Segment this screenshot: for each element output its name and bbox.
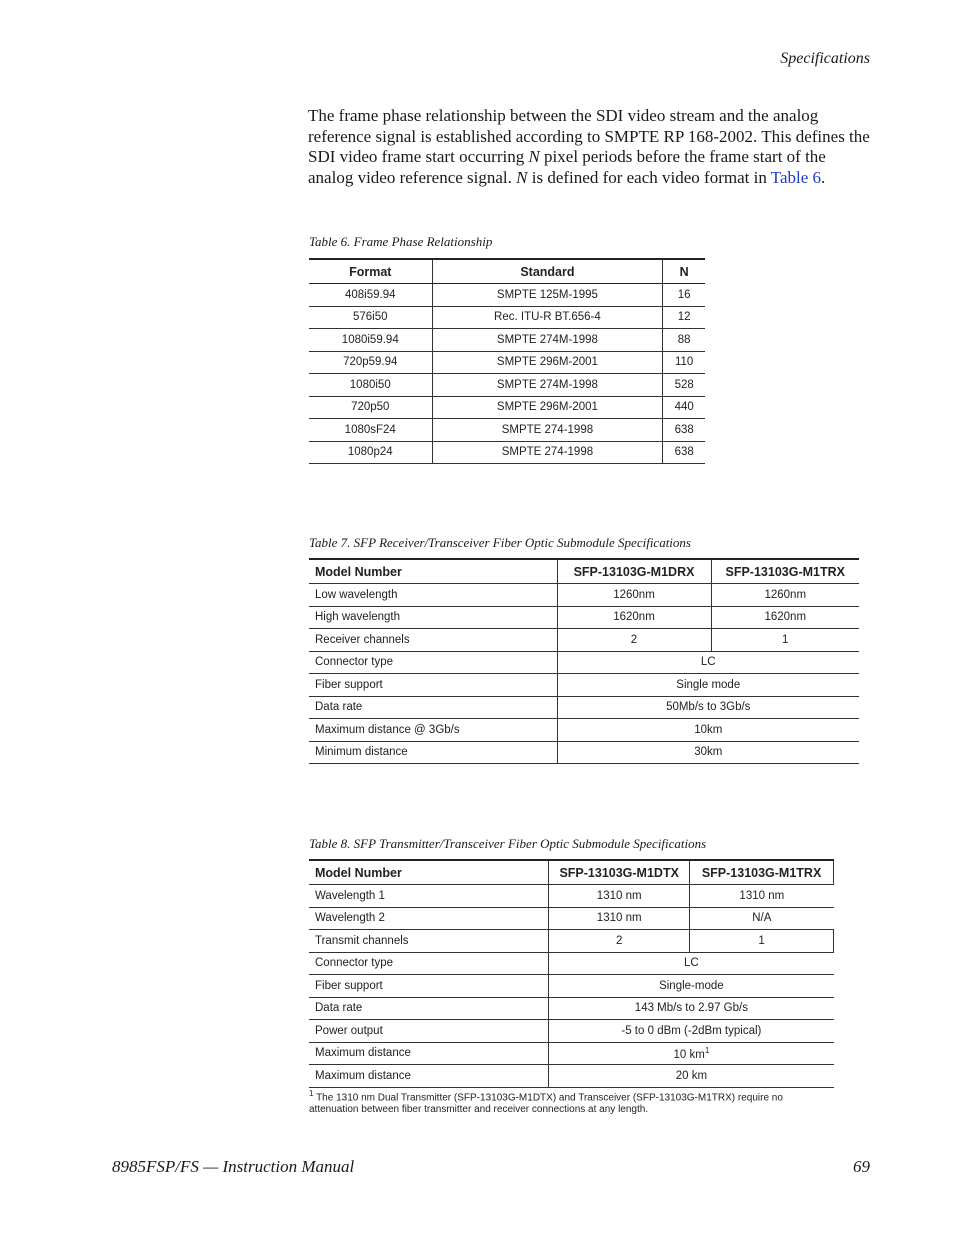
table-cell: 1080sF24 [309,419,432,442]
cell-value: 1620nm [711,606,859,629]
cell-value: N/A [690,907,834,930]
table-header: SFP-13103G-M1DTX [549,860,690,885]
table-cell: 528 [663,374,705,397]
table-header: N [663,259,705,284]
cell-label: High wavelength [309,606,557,629]
table-cell: 12 [663,306,705,329]
table-row [309,374,705,397]
table-row [309,606,859,629]
cell-label: Fiber support [309,674,557,697]
cell-label: Connector type [309,651,557,674]
table-cell: SMPTE 274-1998 [432,441,663,464]
cell-label: Transmit channels [309,930,549,953]
cell-label: Data rate [309,696,557,719]
table-row [309,997,834,1020]
table-row [309,930,834,953]
table-row [309,696,859,719]
cell-label: Connector type [309,952,549,975]
table-cell: 440 [663,396,705,419]
table-cell: SMPTE 274-1998 [432,419,663,442]
table-header: Model Number [309,860,549,885]
cell-label: Fiber support [309,975,549,998]
table-cell: 110 [663,351,705,374]
table-header: Format [309,259,432,284]
cell-label: Receiver channels [309,629,557,652]
table-row [309,1020,834,1043]
table-cell: 638 [663,441,705,464]
cell-label: Wavelength 1 [309,885,549,908]
table-header: SFP-13103G-M1TRX [690,860,834,885]
table-row [309,952,834,975]
table-row [309,741,859,764]
table-row [309,329,705,352]
table-row [309,1042,834,1065]
table-cell: 1080i50 [309,374,432,397]
table6-link[interactable]: Table 6 [770,167,822,187]
frame-phase-table [309,258,705,464]
table8-caption: Table 8. SFP Transmitter/Transceiver Fiber Optic Submodule Specifications [309,836,707,851]
sfp-transmitter-table [309,859,834,1088]
cell-label: Low wavelength [309,584,557,607]
cell-value: 1620nm [557,606,711,629]
cell-value: LC [557,651,859,674]
cell-value: Single mode [557,674,859,697]
table-cell: 1080p24 [309,441,432,464]
table-row [309,719,859,742]
cell-value: 2 [549,930,690,953]
cell-value: 1310 nm [549,885,690,908]
intro-paragraph: The frame phase relationship between the SDI video stream and the analog reference signal is established according to SMPTE RP 168-2002. This defines the SDI video frame start occurring N pixel periods before the frame start of the analog video reference signal. N is defined for each video format in Table 6. [308,106,870,187]
cell-value: 20 km [549,1065,834,1088]
cell-value: 1 [690,930,834,953]
table-row [309,306,705,329]
cell-value: Single-mode [549,975,834,998]
table-cell: 88 [663,329,705,352]
table-cell: SMPTE 296M-2001 [432,396,663,419]
cell-value: 1310 nm [690,885,834,908]
sfp-receiver-table [309,558,859,764]
cell-label: Maximum distance [309,1065,549,1088]
table-row [309,419,705,442]
cell-value: 1 [711,629,859,652]
cell-value: 10km [557,719,859,742]
cell-value: 2 [557,629,711,652]
table-cell: 16 [663,284,705,307]
table-cell: Rec. ITU-R BT.656-4 [432,306,663,329]
table-cell: 720p59.94 [309,351,432,374]
table-cell: SMPTE 274M-1998 [432,329,663,352]
cell-value: 10 $km^1$ [549,1042,834,1065]
table-cell: SMPTE 296M-2001 [432,351,663,374]
footnote-mark: 1 [704,1045,710,1055]
manual-title: 8985FSP/FS — Instruction Manual [112,1157,355,1176]
table-cell: 576i50 [309,306,432,329]
table-row [309,674,859,697]
running-header: Specifications [780,50,870,67]
table-cell: SMPTE 125M-1995 [432,284,663,307]
table6-caption: Table 6. Frame Phase Relationship [309,234,493,249]
table-header: SFP-13103G-M1DRX [557,559,711,584]
table-cell: SMPTE 274M-1998 [432,374,663,397]
cell-label: Wavelength 2 [309,907,549,930]
table-header: SFP-13103G-M1TRX [711,559,859,584]
table-header: Model Number [309,559,557,584]
table-cell: 408i59.94 [309,284,432,307]
cell-value: 50Mb/s to 3Gb/s [557,696,859,719]
table-row [309,351,705,374]
table-row [309,651,859,674]
cell-label: Minimum distance [309,741,557,764]
table-cell: 638 [663,419,705,442]
table-row [309,975,834,998]
cell-value: 30km [557,741,859,764]
cell-value: LC [549,952,834,975]
table-row [309,1065,834,1088]
table-row [309,584,859,607]
cell-value: -5 to 0 dBm (-2dBm typical) [549,1020,834,1043]
table-header: Standard [432,259,663,284]
cell-value: 1310 nm [549,907,690,930]
cell-label: Data rate [309,997,549,1020]
cell-value: 1260nm [557,584,711,607]
table-row [309,441,705,464]
table-row [309,396,705,419]
table7-caption: Table 7. SFP Receiver/Transceiver Fiber Optic Submodule Specifications [309,535,691,550]
table-row [309,885,834,908]
table-row [309,284,705,307]
page-number: 69 [853,1157,870,1176]
cell-label: Maximum distance [309,1042,549,1065]
cell-label: Power output [309,1020,549,1043]
cell-value: 1260nm [711,584,859,607]
table-row [309,629,859,652]
table-row [309,907,834,930]
cell-label: Maximum distance @ 3Gb/s [309,719,557,742]
footnote: $^1$ The 1310 nm Dual Transmitter (SFP-13103G-M1DTX) and Transceiver (SFP-13103G-M1TRX) require no attenuation between fiber transmitter and receiver connections at any length. [309,1089,783,1116]
table-cell: 1080i59.94 [309,329,432,352]
cell-value: 143 Mb/s to 2.97 Gb/s [549,997,834,1020]
table-cell: 720p50 [309,396,432,419]
